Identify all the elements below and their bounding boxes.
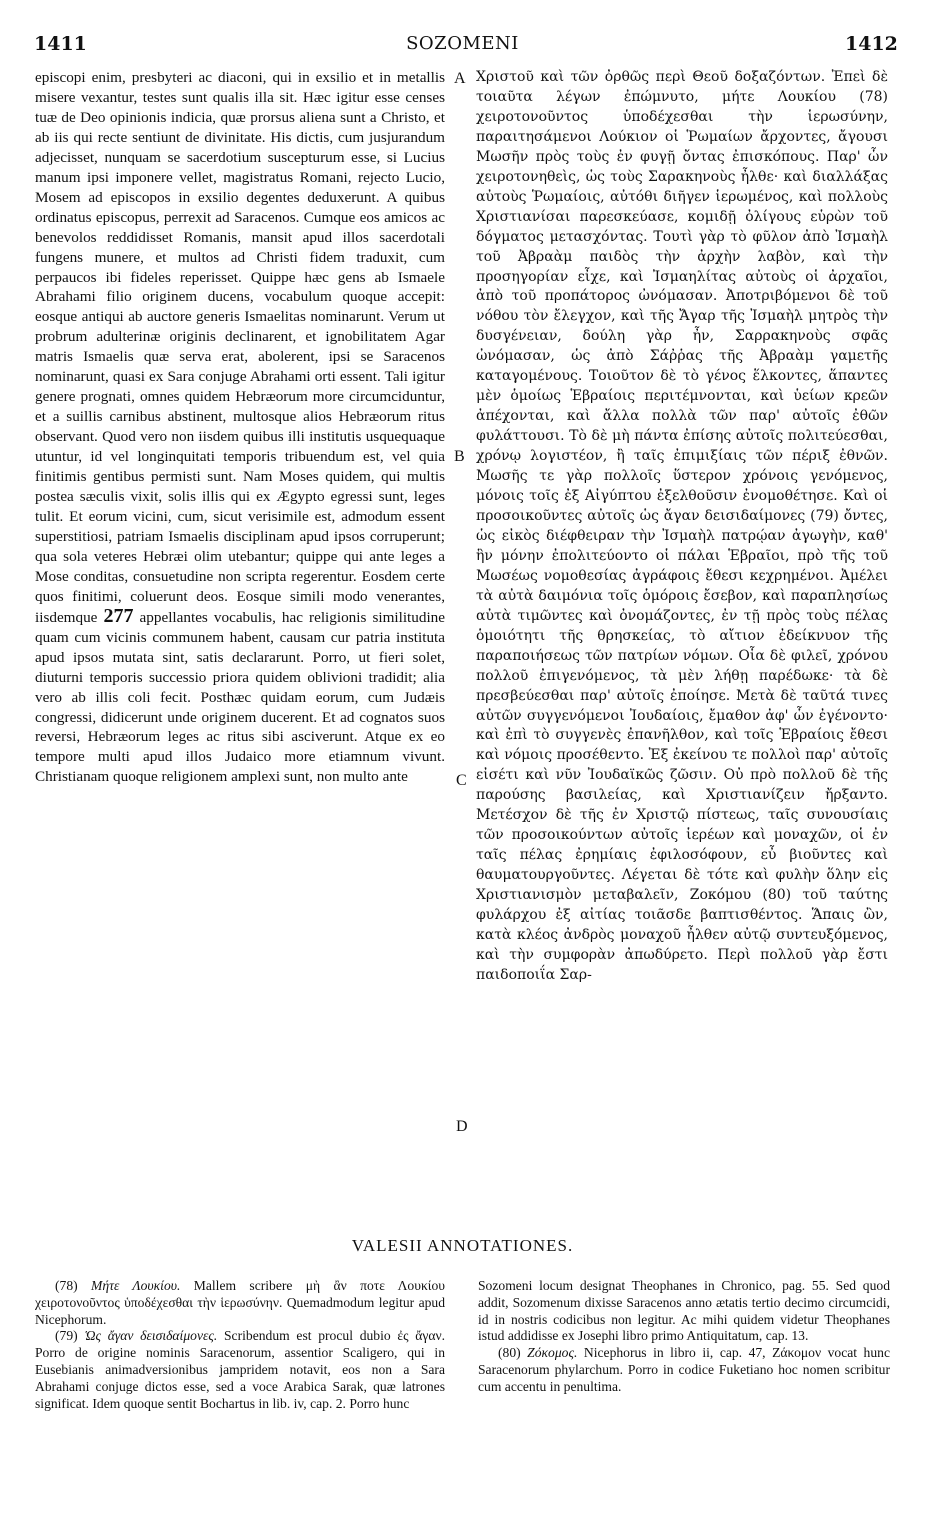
- note-80: [478, 1345, 890, 1395]
- margin-marker-b: B: [454, 448, 465, 465]
- note-78: [35, 1278, 445, 1328]
- page-header: [0, 0, 925, 55]
- greek-text: Χριστοῦ καὶ τῶν ὀρθῶς περὶ Θεοῦ δοξαζόντων. Ἐπεὶ δὲ τοιαῦτα λέγων ἐπώμνυτο, μήτε Λουκίου (78) χειροτονοῦντος ὑποδέχεσθαι τὴν ἱερωσύνην, παραιτησάμενοι Λούκιον οἱ Ῥωμαίων ἄρχοντες, ἄγουσι Μωσῆν πρὸς τοὺς ἐν φυγῇ ὄντας ἐπισκόπους. Παρ' ὧν χειροτονηθεὶς, ὡς τοὺς Σαρακηνοὺς ἦλθε· καὶ διαλλάξας αὐτοὺς Ῥωμαίοις, αὐτόθι διῆγεν ἱερωμένος, καὶ πολλοὺς Χριστιανίσαι παρεσκεύασε, κομιδῇ ὀλίγους εὑρὼν τοῦ δόγματος μετασχόντας. Τουτὶ γὰρ τὸ φῦλον ἀπὸ Ἰσμαὴλ τοῦ Ἀβραὰμ παιδὸς τὴν ἀρχὴν λαβὸν, καὶ τὴν προσηγορίαν εἶχε, καὶ Ἰσμαηλίτας αὐτοὺς οἱ ἀρχαῖοι, ἀπὸ τοῦ προπάτορος ὠνόμασαν. Ἀποτριβόμενοι δὲ τοῦ νόθου τὸν ἔλεγχον, καὶ τῆς Ἄγαρ τῆς Ἰσμαὴλ μητρὸς τὴν δυσγένειαν, δούλη γὰρ ἦν, Σαρρακηνοὺς σφᾶς ὠνόμασαν, ὡς ἀπὸ Σάῤῥας τῆς Ἀβραὰμ γαμετῆς καταγομένους. Τοιοῦτον δὲ τὸ γένος ἕλκοντες, ἅπαντες μὲν ὁμοίως Ἑβραίοις περιτέμνονται, καὶ ὑείων κρεῶν ἀπέχονται, καὶ ἄλλα πολλὰ τῶν παρ' αὐτοῖς ἐθῶν φυλάττουσι. Τὸ δὲ μὴ πάντα ἐπίσης αὐτοῖς πολιτεύεσθαι, χρόνῳ λογιστέον, ἢ ταῖς ἐπιμιξίαις τῶν πέριξ ἐθνῶν. Μωσῆς τε γὰρ πολλοῖς ὕστερον χρόνοις γενόμενος, μόνοις τοῖς ἐξ Αἰγύπτου ἐξελθοῦσιν ἐνομοθέτησε. Καὶ οἱ προσοικοῦντες αὐτοῖς ὡς ἄγαν δεισιδαίμονες (79) ὄντες, ὡς εἰκὸς διέφθειραν τὴν Ἰσμαὴλ πατρῴαν ἀγωγὴν, καθ' ἣν μόνην ἐπολιτεύοντο οἱ πάλαι Ἑβραῖοι, πρὸ τῆς τοῦ Μωσέως νομοθεσίας ἀγράφοις ἔθεσι κεχρημένοι. Ἀμέλει τὰ αὐτὰ δαιμόνια τοῖς ὁμόροις ἔσεβον, καὶ παραπλησίως αὐτὰ τιμῶντες καὶ ὀνομάζοντες, ἐν τῇ πρὸς τοὺς πέλας ὁμοιότητι τῆς θρησκείας, τὸ αἴτιον ἐδείκνυον τῆς παραποιήσεως τῶν πατρίων νόμων. Οἷα δὲ φιλεῖ, χρόνου πολλοῦ ἐπιγενόμενος, τὰ μὲν λήθῃ παρέδωκε· τὰ δὲ πρεσβεύεσθαι παρ' αὐτοῖς ἐποίησε. Μετὰ δὲ ταῦτά τινες αὐτῶν συγγενόμενοι Ἰουδαίοις, ἔμαθον ἀφ' ὧν ἐγένοντο· καὶ ἐπὶ τὸ συγγενὲς ἐπανῆλθον, καὶ τοῖς Ἑβραίοις ἔθεσι καὶ νόμοις προσέθεντο. Ἐξ ἐκείνου τε πολλοὶ παρ' αὐτοῖς εἰσέτι καὶ νῦν Ἰουδαϊκῶς ζῶσιν. Οὐ πρὸ πολλοῦ δὲ τῆς παρούσης βασιλείας, καὶ Χριστιανίζειν ἤρξαντο. Μετέσχον δὲ τῆς ἐν Χριστῷ πίστεως, ταῖς συνουσίαις τῶν προσοικούντων αὐτοῖς ἱερέων καὶ μοναχῶν, οἱ ἐν ταῖς πέλας ἐρημίαις ἐφιλοσόφουν, εὖ βιοῦντες καὶ θαυματουργοῦντες. Λέγεται δὲ τότε καὶ φυλὴν ὅλην εἰς Χριστιανισμὸν μεταβαλεῖν, Ζοκόμου (80) τοῦ ταύτης φυλάρχου ἐξ αἰτίας τοιᾶσδε βαπτισθέντος. Ἅπαις ὢν, κατὰ κλέος ἀνδρὸς μοναχοῦ ἦλθεν αὐτῷ συντευξόμενος, καὶ τὴν συμφορὰν ἀπωδύρετο. Περὶ πολλοῦ γὰρ ἔστι παιδοποιΐα Σαρ-: [476, 69, 888, 983]
- note-79-continued: [478, 1278, 890, 1345]
- note-number: (79): [55, 1328, 78, 1344]
- latin-text-part1: episcopi enim, presbyteri ac diaconi, qui in exsilio et in metallis misere vexantur, testes sunt qualis illa sit. Hæc igitur esse censes tuæ de Deo opinionis indicia, quæ prorsus aliena sunt a Christo, et ab iis qui recte sentiunt de divinitate. His dictis, cum jusjurandum adjecisset, nunquam se sacerdotium suscepturum esse, si Lucius manum ipsi imponere vellet, magistratus Romani, rejecto Lucio, Mosem ad episcopos in exsilio degentes deduxerunt. A quibus ordinatus episcopus, perrexit ad Saracenos. Cumque eos amicos ac benevolos reddidisset Romanis, mansit apud illos sacerdotali fungens munere, et multos ad Christi fidem traduxit, cum perpaucos ibi fideles reperisset. Quippe hæc gens ab Ismaele Abrahami filio originem ducens, vocabulum quoque accepit: eosque antiqui ab auctore generis Ismaelitas nominarunt. Verum ut probrum adulterinæ originis declinarent, et ignobilitatem Agar matris Ismaelis quæ serva erat, abolerent, ipsi se Saracenos nominarunt, quasi ex Sara conjuge Abrahami orti essent. Tali igitur genere prognati, omnes quidem Hebræorum more circumciduntur, et a suillis carnibus abstinent, multosque alios Hebræorum ritus observant. Quod vero non iisdem quibus illi institutis usquequaque utuntur, id vel longinquitati temporis tribuendum est, vel quia finitimis gentibus permisti sunt. Nam Moses quidem, qui multis postea sæculis vixit, solis illis qui ex Ægypto egressi sunt, leges tulit. Et eorum vicini, cum, sicut verisimile est, admodum essent superstitiosi, patriam Ismaelis disciplinam apud ipsos corruperunt; qua sola veteres Hebræi olim utebantur; quippe qui ante leges a Mose conditas, consuetudine non scripta regerentur. Eosdem certe quos finitimi, coluerunt deos. Eosque simili modo venerantes, iisdemque: [35, 69, 445, 626]
- annotations-heading: VALESII ANNOTATIONES.: [351, 1236, 574, 1255]
- note-lemma: Μήτε Λουκίου.: [91, 1278, 181, 1293]
- margin-marker-d: D: [456, 1118, 468, 1135]
- margin-marker-c: C: [456, 772, 467, 789]
- note-text: Nicephorus in libro ii, cap. 47, Ζάκομον vocat hunc Saracenorum phylarchum. Porro in codice Fuketiano hoc nomen scribitur cum accentu in penultima.: [478, 1345, 890, 1394]
- latin-column: [35, 68, 445, 1240]
- note-lemma: Ὡς ἄγαν δεισιδαίμονες.: [84, 1328, 218, 1344]
- greek-column: [476, 68, 888, 1240]
- note-79: [35, 1328, 445, 1412]
- notes-left-column: [35, 1278, 445, 1510]
- margin-marker-a: A: [454, 70, 466, 87]
- running-title: SOZOMENI: [406, 33, 519, 54]
- latin-text-part2: appellantes vocabulis, hac religionis similitudine quam cum vicinis communem habent, causam cur patria instituta apud ipsos mutata sint, satis declararunt. Porro, ut fieri solet, diuturni temporis successio priora quidem oblivioni tradidit; alia vero ab illis coli fecit. Posthæc quidam eorum, cum Judæis congressi, didicerunt unde originem ducerent. Et ad cognatos suos reversi, Hebræorum leges ac ritus sibi asciverunt. Atque ex eo tempore multi apud illos Judaico more etiamnum vivunt. Christianam quoque religionem amplexi sunt, non multo ante: [35, 608, 445, 786]
- note-lemma: Ζόκομος.: [527, 1345, 578, 1361]
- page-number-right: 1412: [845, 33, 898, 55]
- latin-text: [35, 68, 445, 787]
- note-text: Sozomeni locum designat Theophanes in Chronico, pag. 55. Sed quod addit, Sozomenum dixisse Saracenos anno ætatis tertio decimo circumcidi, id in nostris codicibus non legitur. Ac mihi quidem videtur Theophanes istud addidisse ex Josephi libro primo Antiquitatum, cap. 13.: [478, 1278, 890, 1344]
- note-number: (80): [498, 1345, 521, 1361]
- original-page-mark: 277: [103, 604, 134, 627]
- note-text: Scribendum est procul dubio ἐς ἄγαν. Porro de origine nominis Saracenorum, assentior Scaligero, qui in Eusebianis animadversionibus jampridem notavit, eos non a Sara Abrahami conjuge dictos esse, sed a voce Arabica Sarak, quæ latrones significat. Idem quoque sentit Bochartus in lib. iv, cap. 2. Porro hunc: [35, 1328, 445, 1411]
- page-number-left: 1411: [34, 33, 87, 55]
- notes-right-column: [478, 1278, 890, 1510]
- note-text: Mallem scribere μὴ ἂν ποτε Λουκίου χειροτονοῦντος ὑποδέχεσθαι τὴν ἱερωσύνην. Quemadmodum legitur apud Nicephorum.: [35, 1278, 445, 1327]
- note-number: (78): [55, 1278, 78, 1293]
